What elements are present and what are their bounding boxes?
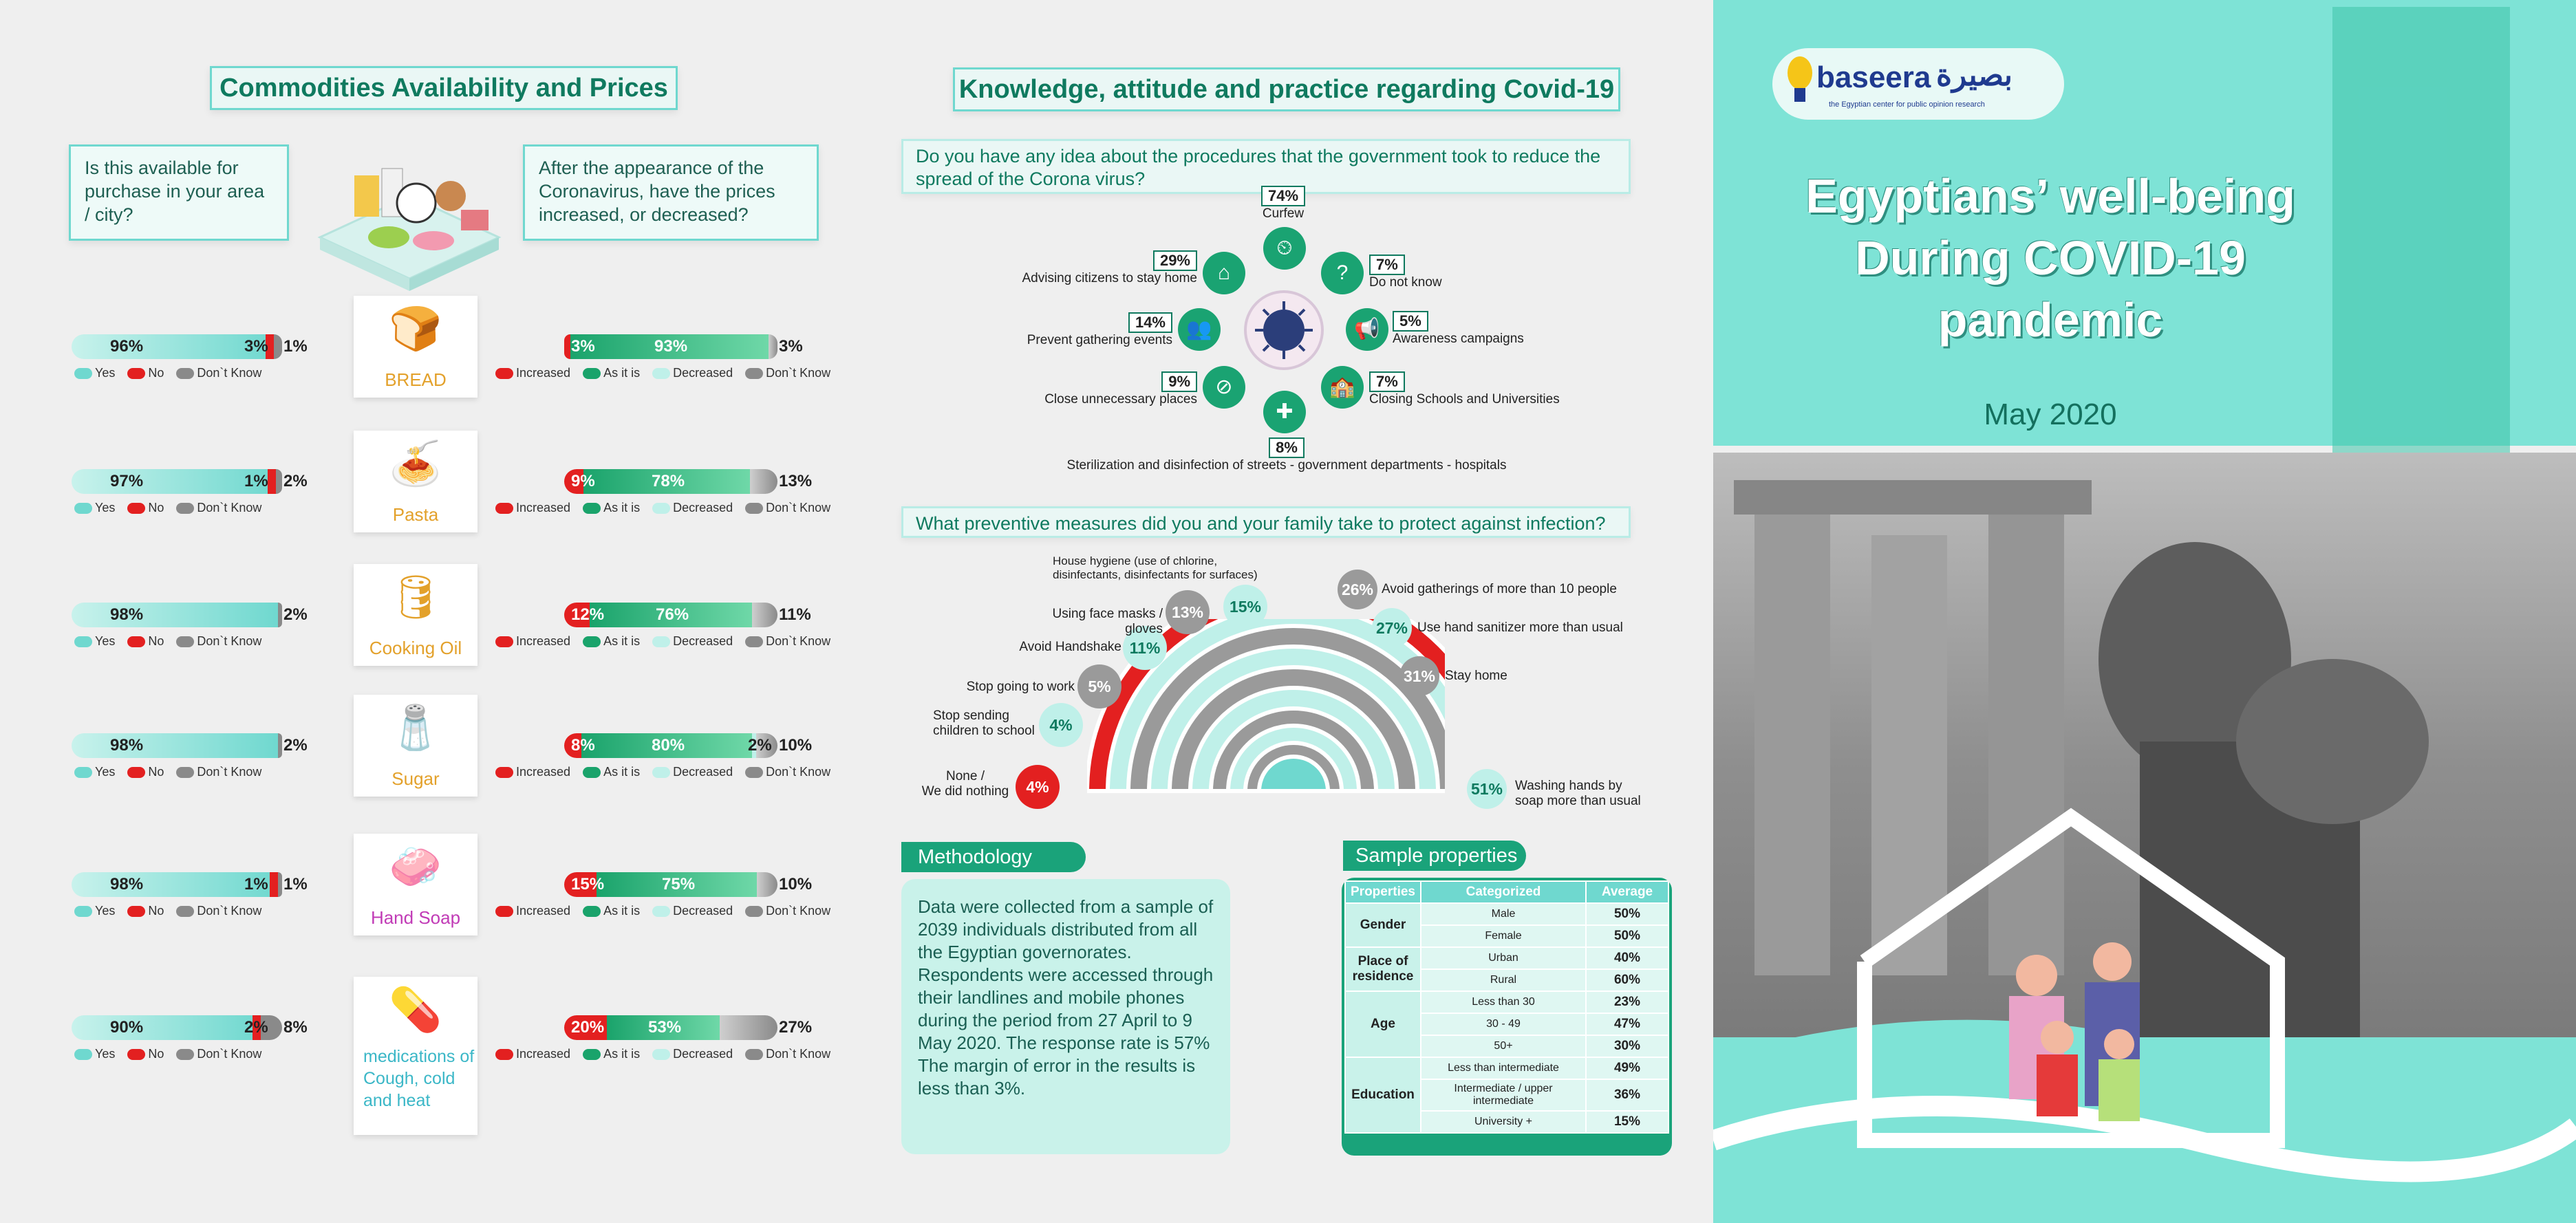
procedure-stay-home: 29% Advising citizens to stay home bbox=[1022, 252, 1197, 285]
legend-item: Don`t Know bbox=[176, 634, 261, 649]
closed-icon: ⊘ bbox=[1203, 366, 1245, 409]
sample-category: Intermediate / upper intermediate bbox=[1421, 1079, 1586, 1111]
procedure-close-places: 9% Close unnecessary places bbox=[1044, 373, 1197, 407]
sample-table-wrap bbox=[1342, 878, 1672, 1156]
yes-pct: 98% bbox=[110, 875, 144, 894]
procedure-prevent-gathering: 14% Prevent gathering events bbox=[1027, 314, 1172, 347]
bar-dont-know bbox=[278, 872, 282, 897]
commodity-tile bbox=[354, 834, 477, 935]
availability-legend bbox=[74, 765, 261, 779]
bar-dont-know bbox=[720, 1015, 777, 1040]
bar-yes bbox=[72, 334, 274, 359]
bar-yes bbox=[72, 603, 278, 627]
sample-average: 60% bbox=[1586, 969, 1668, 991]
dont-know-pct: 2% bbox=[283, 605, 308, 624]
dont-know-pct: 8% bbox=[283, 1018, 308, 1037]
as-it-is-pct: 76% bbox=[656, 605, 689, 624]
commodity-label: Hand Soap bbox=[370, 907, 461, 928]
legend-item: As it is bbox=[583, 501, 640, 515]
price-legend bbox=[495, 366, 830, 380]
measure-bubble-wash: 51% bbox=[1467, 769, 1507, 809]
legend-item: Don`t Know bbox=[176, 366, 261, 380]
home-icon: ⌂ bbox=[1203, 252, 1245, 294]
sample-category: University + bbox=[1421, 1111, 1586, 1133]
sample-average: 50% bbox=[1586, 903, 1668, 925]
bar-dont-know bbox=[769, 334, 777, 359]
legend-item: Don`t Know bbox=[745, 634, 830, 649]
bar-yes bbox=[72, 1015, 261, 1040]
yes-pct: 98% bbox=[110, 736, 144, 755]
availability-bar bbox=[72, 733, 282, 758]
kap-question-measures: What preventive measures did you and your family take to protect against infection? bbox=[901, 506, 1631, 538]
price-legend bbox=[495, 904, 830, 918]
legend-item: No bbox=[127, 904, 164, 918]
increased-pct: 8% bbox=[571, 736, 595, 755]
legend-item: Don`t Know bbox=[745, 904, 830, 918]
sample-table bbox=[1344, 880, 1669, 1134]
sample-category: Less than intermediate bbox=[1421, 1057, 1586, 1079]
cover-date: May 2020 bbox=[1984, 398, 2117, 431]
increased-pct: 12% bbox=[571, 605, 605, 624]
measure-bubble-stay-home: 31% bbox=[1399, 656, 1439, 696]
bar-dont-know bbox=[750, 469, 777, 494]
commodities-title: Commodities Availability and Prices bbox=[210, 66, 678, 110]
availability-legend bbox=[74, 501, 261, 515]
legend-item: Decreased bbox=[652, 501, 733, 515]
price-legend bbox=[495, 765, 830, 779]
no-pct: 1% bbox=[244, 875, 268, 894]
dont-know-pct: 2% bbox=[283, 472, 308, 490]
measure-bubble-masks: 13% bbox=[1166, 590, 1210, 634]
legend-item: Don`t Know bbox=[176, 1047, 261, 1061]
measure-bubble-children: 4% bbox=[1039, 703, 1083, 747]
legend-item: As it is bbox=[583, 634, 640, 649]
gathering-icon: 👥 bbox=[1178, 308, 1221, 351]
question-availability: Is this available for purchase in your area / city? bbox=[69, 144, 289, 241]
bar-dont-know bbox=[757, 872, 777, 897]
sample-header: Sample properties bbox=[1343, 841, 1526, 871]
cover-photo bbox=[1713, 453, 2576, 1223]
decreased-pct: 2% bbox=[748, 736, 772, 755]
legend-item: Increased bbox=[495, 366, 570, 380]
availability-legend bbox=[74, 366, 261, 380]
measure-label-masks: Using face masks / gloves bbox=[1052, 607, 1163, 636]
measure-bubble-handshake: 11% bbox=[1123, 626, 1167, 670]
bar-no bbox=[268, 469, 276, 494]
legend-item: Don`t Know bbox=[745, 1047, 830, 1061]
legend-item: Yes bbox=[74, 765, 115, 779]
sample-average: 23% bbox=[1586, 991, 1668, 1013]
commodity-tile bbox=[354, 296, 477, 398]
sample-average: 30% bbox=[1586, 1035, 1668, 1057]
price-legend bbox=[495, 1047, 830, 1061]
price-dont-know-pct: 10% bbox=[779, 736, 813, 755]
sample-header-cell: Properties bbox=[1345, 881, 1421, 903]
procedures-center-virus bbox=[1243, 289, 1325, 371]
availability-legend bbox=[74, 904, 261, 918]
no-pct: 2% bbox=[244, 1018, 268, 1037]
legend-item: Yes bbox=[74, 501, 115, 515]
increased-pct: 9% bbox=[571, 472, 595, 490]
bar-no bbox=[270, 872, 278, 897]
measure-bubble-work: 5% bbox=[1077, 664, 1121, 708]
legend-item: Increased bbox=[495, 765, 570, 779]
price-dont-know-pct: 27% bbox=[779, 1018, 813, 1037]
sterilization-icon: ✚ bbox=[1263, 391, 1306, 433]
legend-item: Increased bbox=[495, 634, 570, 649]
price-dont-know-pct: 10% bbox=[779, 875, 813, 894]
legend-item: Increased bbox=[495, 904, 570, 918]
dont-know-pct: 1% bbox=[283, 875, 308, 894]
measure-bubble-sanitizer: 27% bbox=[1372, 608, 1412, 648]
commodity-icon: 🍞 bbox=[389, 305, 442, 353]
availability-legend bbox=[74, 634, 261, 649]
sample-header-cell: Average bbox=[1586, 881, 1668, 903]
sample-group: Place of residence bbox=[1345, 947, 1421, 991]
commodity-icon: 🛢 bbox=[388, 574, 443, 621]
commodity-tile bbox=[354, 564, 477, 666]
megaphone-icon: 📢 bbox=[1346, 308, 1388, 351]
curfew-icon: ⏲ bbox=[1263, 227, 1306, 270]
measure-label-children: Stop sending children to school bbox=[933, 708, 1035, 738]
legend-item: Increased bbox=[495, 501, 570, 515]
as-it-is-pct: 75% bbox=[662, 875, 696, 894]
sample-category: Less than 30 bbox=[1421, 991, 1586, 1013]
groceries-illustration bbox=[313, 155, 506, 292]
as-it-is-pct: 80% bbox=[652, 736, 685, 755]
measure-label-gatherings: Avoid gatherings of more than 10 people bbox=[1382, 582, 1617, 596]
cover-title: Egyptians’ well-being During COVID-19 pandemic bbox=[1805, 169, 2295, 347]
commodity-tile bbox=[354, 431, 477, 532]
availability-bar bbox=[72, 603, 282, 627]
bar-dont-know bbox=[278, 733, 282, 758]
commodity-icon: 🍝 bbox=[389, 440, 442, 488]
brand-subtitle: the Egyptian center for public opinion research bbox=[1829, 100, 1985, 109]
brand-name: baseera bbox=[1816, 61, 1931, 94]
legend-item: Decreased bbox=[652, 366, 733, 380]
legend-item: Increased bbox=[495, 1047, 570, 1061]
increased-pct: 20% bbox=[571, 1018, 605, 1037]
yes-pct: 90% bbox=[110, 1018, 144, 1037]
yes-pct: 96% bbox=[110, 337, 144, 356]
bar-dont-know bbox=[276, 469, 282, 494]
kap-title: Knowledge, attitude and practice regarding Covid-19 bbox=[953, 67, 1620, 111]
legend-item: As it is bbox=[583, 904, 640, 918]
measure-label-sanitizer: Use hand sanitizer more than usual bbox=[1417, 620, 1623, 635]
dont-know-pct: 2% bbox=[283, 736, 308, 755]
legend-item: No bbox=[127, 501, 164, 515]
as-it-is-pct: 78% bbox=[652, 472, 685, 490]
as-it-is-pct: 53% bbox=[648, 1018, 682, 1037]
legend-item: Don`t Know bbox=[745, 765, 830, 779]
legend-item: As it is bbox=[583, 765, 640, 779]
bar-dont-know bbox=[278, 603, 282, 627]
as-it-is-pct: 93% bbox=[654, 337, 688, 356]
bar-yes bbox=[72, 733, 278, 758]
procedure-schools: 7% Closing Schools and Universities bbox=[1369, 373, 1560, 407]
legend-item: Yes bbox=[74, 904, 115, 918]
commodity-label: medications of Cough, cold and heat bbox=[363, 1047, 475, 1110]
legend-item: Yes bbox=[74, 1047, 115, 1061]
increased-pct: 3% bbox=[571, 337, 595, 356]
question-prices: After the appearance of the Coronavirus, have the prices increased, or decreased? bbox=[523, 144, 819, 241]
sample-category: 30 - 49 bbox=[1421, 1013, 1586, 1035]
question-icon: ? bbox=[1321, 252, 1364, 294]
procedure-awareness: 5% Awareness campaigns bbox=[1393, 312, 1524, 346]
legend-item: Yes bbox=[74, 634, 115, 649]
procedure-dont-know: 7% Do not know bbox=[1369, 256, 1442, 290]
sample-group: Age bbox=[1345, 991, 1421, 1057]
sample-header-cell: Categorized bbox=[1421, 881, 1586, 903]
measure-label-wash: Washing hands by soap more than usual bbox=[1515, 779, 1641, 808]
measure-label-work: Stop going to work bbox=[966, 680, 1075, 694]
yes-pct: 98% bbox=[110, 605, 144, 624]
legend-item: Don`t Know bbox=[745, 366, 830, 380]
bar-dont-know bbox=[274, 334, 282, 359]
school-icon: 🏫 bbox=[1321, 366, 1364, 409]
methodology-header: Methodology bbox=[901, 842, 1086, 872]
price-dont-know-pct: 13% bbox=[779, 472, 813, 490]
sample-category: Rural bbox=[1421, 969, 1586, 991]
legend-item: Don`t Know bbox=[176, 501, 261, 515]
availability-legend bbox=[74, 1047, 261, 1061]
commodity-icon: 💊 bbox=[389, 986, 442, 1034]
yes-pct: 97% bbox=[110, 472, 144, 490]
sample-average: 49% bbox=[1586, 1057, 1668, 1079]
brand-bulb-icon bbox=[1786, 54, 1814, 109]
dont-know-pct: 1% bbox=[283, 337, 308, 356]
sample-average: 36% bbox=[1586, 1079, 1668, 1111]
no-pct: 3% bbox=[244, 337, 268, 356]
commodity-tile bbox=[354, 977, 477, 1135]
price-legend bbox=[495, 501, 830, 515]
legend-item: No bbox=[127, 634, 164, 649]
legend-item: Don`t Know bbox=[176, 765, 261, 779]
commodity-tile bbox=[354, 695, 477, 797]
commodity-label: Cooking Oil bbox=[369, 638, 462, 658]
legend-item: Don`t Know bbox=[745, 501, 830, 515]
measure-label-hygiene: House hygiene (use of chlorine, disinfectants, disinfectants for surfaces) bbox=[1053, 554, 1258, 581]
sample-category: 50+ bbox=[1421, 1035, 1586, 1057]
measure-bubble-none: 4% bbox=[1016, 765, 1060, 809]
measure-bubble-gatherings: 26% bbox=[1338, 570, 1377, 609]
increased-pct: 15% bbox=[571, 875, 605, 894]
measure-label-none: None / We did nothing bbox=[921, 769, 1009, 799]
commodity-label: Pasta bbox=[392, 504, 439, 525]
methodology-text: Data were collected from a sample of 2039 individuals distributed from all the Egyptian governorates. Respondents were accessed through their landlines and mobile phones during the period from 27 April to 9 May 2020. The response rate is 57% The margin of error in the results is less than 3%. bbox=[901, 879, 1230, 1154]
sample-group: Education bbox=[1345, 1057, 1421, 1133]
price-legend bbox=[495, 634, 830, 649]
price-dont-know-pct: 3% bbox=[779, 337, 803, 356]
bar-dont-know bbox=[752, 603, 777, 627]
legend-item: No bbox=[127, 366, 164, 380]
legend-item: Decreased bbox=[652, 634, 733, 649]
measure-label-handshake: Avoid Handshake bbox=[1019, 640, 1121, 654]
legend-item: Yes bbox=[74, 366, 115, 380]
legend-item: Decreased bbox=[652, 1047, 733, 1061]
sample-group: Gender bbox=[1345, 903, 1421, 947]
sample-category: Urban bbox=[1421, 947, 1586, 969]
legend-item: As it is bbox=[583, 366, 640, 380]
procedure-sterilization: 8% Sterilization and disinfection of streets - government departments - hospitals bbox=[1066, 439, 1507, 473]
legend-item: No bbox=[127, 1047, 164, 1061]
kap-question-procedures: Do you have any idea about the procedures that the government took to reduce the spread of the Corona virus? bbox=[901, 139, 1631, 194]
sample-average: 15% bbox=[1586, 1111, 1668, 1133]
commodity-icon: 🧂 bbox=[389, 704, 442, 752]
bar-increased bbox=[564, 334, 570, 359]
legend-item: No bbox=[127, 765, 164, 779]
commodity-label: Sugar bbox=[391, 768, 440, 789]
procedure-curfew: 74% Curfew bbox=[1262, 187, 1305, 221]
legend-item: Decreased bbox=[652, 904, 733, 918]
legend-item: As it is bbox=[583, 1047, 640, 1061]
sample-average: 50% bbox=[1586, 925, 1668, 947]
brand-name-arabic: بصيرة bbox=[1936, 58, 2013, 92]
measure-label-stay-home: Stay home bbox=[1445, 669, 1507, 683]
price-dont-know-pct: 11% bbox=[779, 605, 811, 624]
sample-category: Female bbox=[1421, 925, 1586, 947]
sample-average: 40% bbox=[1586, 947, 1668, 969]
measure-bubble-hygiene: 15% bbox=[1223, 585, 1267, 629]
commodity-icon: 🧼 bbox=[389, 843, 442, 891]
no-pct: 1% bbox=[244, 472, 268, 490]
legend-item: Don`t Know bbox=[176, 904, 261, 918]
commodity-label: BREAD bbox=[385, 369, 447, 390]
legend-item: Decreased bbox=[652, 765, 733, 779]
sample-average: 47% bbox=[1586, 1013, 1668, 1035]
sample-category: Male bbox=[1421, 903, 1586, 925]
